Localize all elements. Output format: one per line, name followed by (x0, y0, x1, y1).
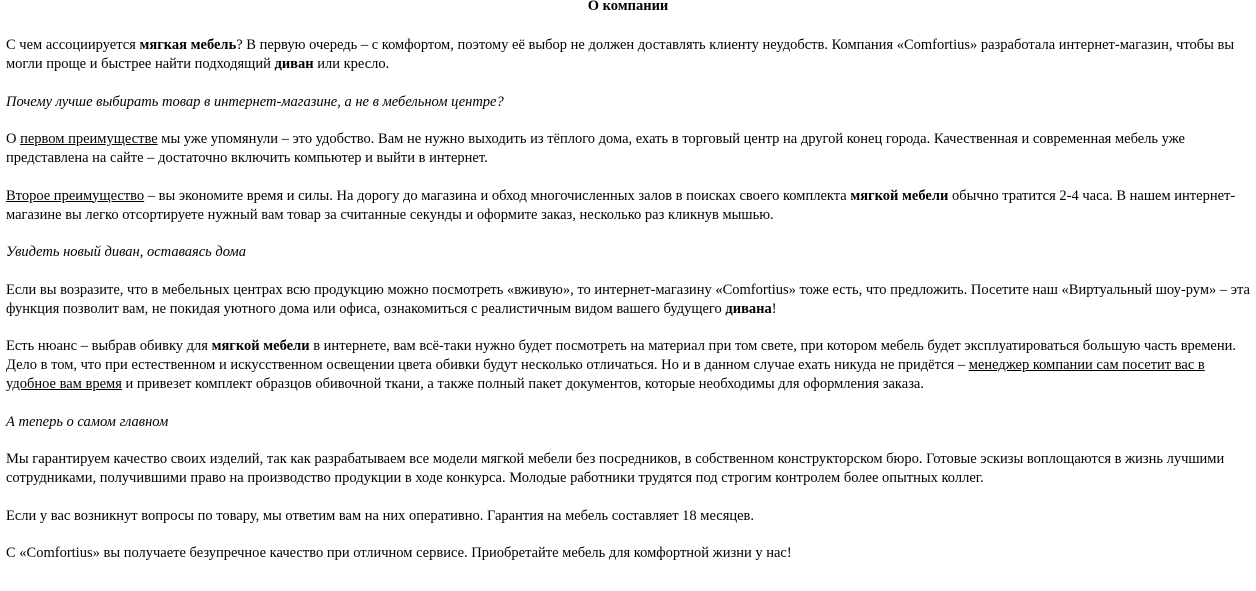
upholstery-paragraph: Есть нюанс – выбрав обивку для мягкой мебели в интернете, вам всё-таки нужно будет посмотреть на материал при том свете, при котором мебель будет эксплуатироваться большую часть времени. Дело в том, что при естественном и искусственном освещении цвета обивки будут несколько отличаться. Но и в данном случае ехать никуда не придётся – менеджер компании сам посетит вас в удобное вам время и привезет комплект образцов обивочной ткани, а также полный пакет документов, которые необходимы для оформления заказа. (6, 338, 1236, 392)
bold-sofa: диван (274, 56, 314, 72)
bold-soft-furniture-2: мягкой мебели (850, 187, 949, 204)
bold-soft-furniture: мягкая мебель (139, 37, 237, 53)
showroom-paragraph: Если вы возразите, что в мебельных центрах всю продукцию можно посмотреть «вживую», то интернет-магазину «Comfortius» тоже есть, что предложить. Посетите наш «Виртуальный шоу-рум» – эта функция позволит вам, не покидая уютного дома или офиса, ознакомиться с реалистичным видом вашего будущего дивана! (6, 281, 1250, 317)
quality-paragraph: Мы гарантируем качество своих изделий, так как разрабатываем все модели мягкой мебели без посредников, в собственном конструкторском бюро. Готовые эскизы воплощаются в жизнь лучшими сотрудниками, получившими право на производство продукции в ходе конкурса. Молодые работники трудятся под строгим контролем более опытных коллег. (6, 451, 1225, 486)
second-advantage-paragraph: Второе преимущество – вы экономите время и силы. На дорогу до магазина и обход многочисленных залов в поисках своего комплекта мягкой мебели обычно тратится 2-4 часа. В нашем интернет-магазине вы легко отсортируете нужный вам товар за считанные секунды и оформите заказ, несколько раз кликнув мышью. (6, 187, 1236, 223)
first-advantage-link[interactable]: первом преимуществе (20, 131, 158, 147)
second-advantage-link[interactable]: Второе преимущество (6, 187, 145, 204)
warranty-paragraph: Если у вас возникнут вопросы по товару, мы ответим вам на них оперативно. Гарантия на мебель составляет 18 месяцев. (6, 507, 755, 524)
bold-sofa-2: дивана (725, 300, 772, 317)
subheading-why-online: Почему лучше выбирать товар в интернет-магазине, а не в мебельном центре? (6, 93, 504, 110)
first-advantage-paragraph: О первом преимуществе мы уже упомянули – это удобство. Вам не нужно выходить из тёплого дома, ехать в торговый центр на другой конец города. Качественная и современная мебель уже представлена на сайте – достаточно включить компьютер и выйти в интернет. (6, 131, 1185, 166)
manager-visit-link[interactable]: менеджер компании сам посетит вас в удобное вам время (6, 357, 1205, 392)
subheading-main: А теперь о самом главном (6, 413, 169, 430)
page-title: О компании (587, 0, 669, 14)
intro-paragraph: С чем ассоциируется мягкая мебель? В первую очередь – с комфортом, поэтому её выбор не должен доставлять клиенту неудобств. Компания «Comfortius» разработала интернет-магазин, чтобы вы могли проще и быстрее найти подходящий диван или кресло. (6, 37, 1235, 72)
subheading-see-sofa: Увидеть новый диван, оставаясь дома (6, 244, 246, 260)
closing-paragraph: С «Comfortius» вы получаете безупречное качество при отличном сервисе. Приобретайте мебель для комфортной жизни у нас! (6, 545, 792, 561)
bold-soft-furniture-3: мягкой мебели (211, 338, 310, 354)
